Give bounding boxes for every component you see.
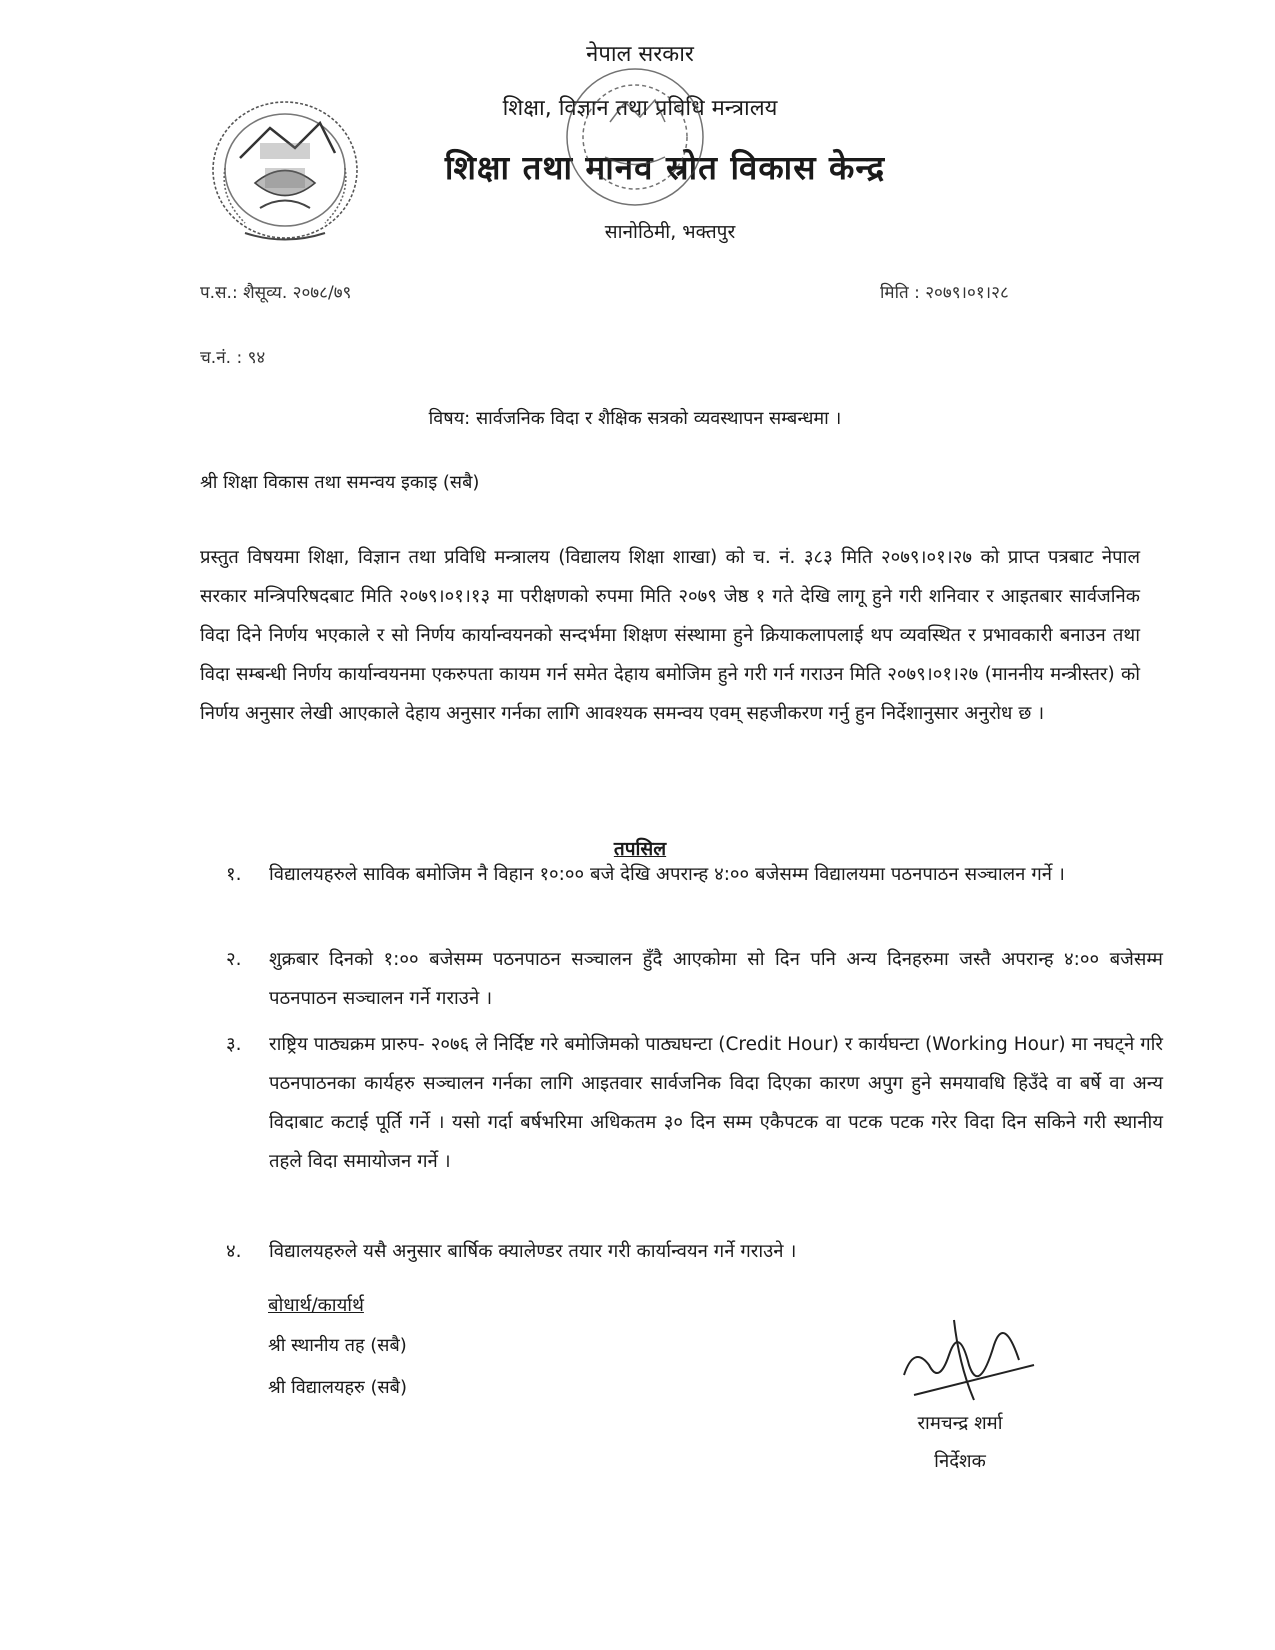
subject-line: विषय: सार्वजनिक विदा र शैक्षिक सत्रको व्यवस्थापन सम्बन्धमा । — [428, 408, 842, 429]
dispatch-number: च.नं. : ९४ — [200, 348, 266, 368]
signatory-name: रामचन्द्र शर्मा — [917, 1413, 1003, 1434]
copy-recipient: श्री विद्यालयहरु (सबै) — [268, 1377, 407, 1398]
signature-icon — [884, 1305, 1064, 1415]
addressee: श्री शिक्षा विकास तथा समन्वय इकाइ (सबै) — [200, 472, 480, 493]
copies-heading: बोधार्थ/कार्यार्थ — [268, 1295, 364, 1316]
list-item-number: २. — [226, 949, 242, 970]
office-stamp-icon — [560, 62, 710, 212]
list-item-text: विद्यालयहरुले साविक बमोजिम नै विहान १०:०० बजे देखि अपरान्ह ४:०० बजेसम्म विद्यालयमा पठनपाठन सञ्चालन गर्ने । — [269, 864, 1065, 885]
reference-number: प.स.: शैसूव्य. २०७८/७९ — [200, 283, 352, 303]
list-item-text: विद्यालयहरुले यसै अनुसार बार्षिक क्यालेण्डर तयार गरी कार्यान्वयन गर्ने गराउने । — [269, 1241, 797, 1262]
list-item-number: ४. — [226, 1241, 242, 1262]
office-address: सानोठिमी, भक्तपुर — [604, 221, 736, 243]
signatory-designation: निर्देशक — [934, 1451, 986, 1472]
body-paragraph: प्रस्तुत विषयमा शिक्षा, विज्ञान तथा प्रविधि मन्त्रालय (विद्यालय शिक्षा शाखा) को च. नं. ३८३ मिति २०७९।०१।२७ को प्राप्त पत्रबाट नेपाल सरकार मन्त्रिपरिषदबाट मिति २०७९।०१।१३ मा परीक्षणको रुपमा मिति २०७९ जेष्ठ १ गते देखि लागू हुने गरी शनिवार र आइतबार सार्वजनिक विदा दिने निर्णय भएकाले र सो निर्णय कार्यान्वयनको सन्दर्भमा शिक्षण संस्थामा हुने क्रियाकलापलाई थप व्यवस्थित र प्रभावकारी बनाउन तथा विदा सम्बन्धी निर्णय कार्यान्वयनमा एकरुपता कायम गर्न समेत देहाय बमोजिम हुने गरी गर्न गराउन मिति २०७९।०१।२७ (माननीय मन्त्रीस्तर) को निर्णय अनुसार लेखी आएकाले देहाय अनुसार गर्नका लागि आवश्यक समन्वय एवम् सहजीकरण गर्नु हुन निर्देशानुसार अनुरोध छ । — [200, 547, 1140, 724]
list-item-number: १. — [226, 864, 242, 885]
list-item-text: शुक्रबार दिनको १:०० बजेसम्म पठनपाठन सञ्चालन हुँदै आएकोमा सो दिन पनि अन्य दिनहरुमा जस्तै अपरान्ह ४:०० बजेसम्म पठनपाठन सञ्चालन गर्ने गराउने । — [269, 949, 1163, 1009]
centre-name: शिक्षा तथा मानव स्रोत विकास केन्द्र — [444, 148, 886, 187]
copy-recipient: श्री स्थानीय तह (सबै) — [268, 1335, 407, 1356]
nepal-emblem-icon — [200, 88, 370, 248]
annex-title: तपसिल — [613, 838, 667, 860]
ministry-name: शिक्षा, विज्ञान तथा प्रविधि मन्त्रालय — [502, 96, 778, 121]
letter-date: मिति : २०७९।०१।२८ — [880, 283, 1009, 303]
list-item-text: राष्ट्रिय पाठ्यक्रम प्रारुप- २०७६ ले निर्दिष्ट गरे बमोजिमको पाठ्यघन्टा (Credit Hour) र कार्यघन्टा (Working Hour) मा नघट्ने गरि पठनपाठनका कार्यहरु सञ्चालन गर्नका लागि आइतवार सार्वजनिक विदा दिएका कारण अपुग हुने समयावधि हिउँदे वा बर्षे वा अन्य विदाबाट कटाई पूर्ति गर्ने । यसो गर्दा बर्षभरिमा अधिकतम ३० दिन सम्म एकैपटक वा पटक पटक गरेर विदा दिन सकिने गरी स्थानीय तहले विदा समायोजन गर्ने । — [269, 1034, 1163, 1172]
government-name: नेपाल सरकार — [586, 42, 694, 67]
list-item-number: ३. — [226, 1034, 242, 1055]
